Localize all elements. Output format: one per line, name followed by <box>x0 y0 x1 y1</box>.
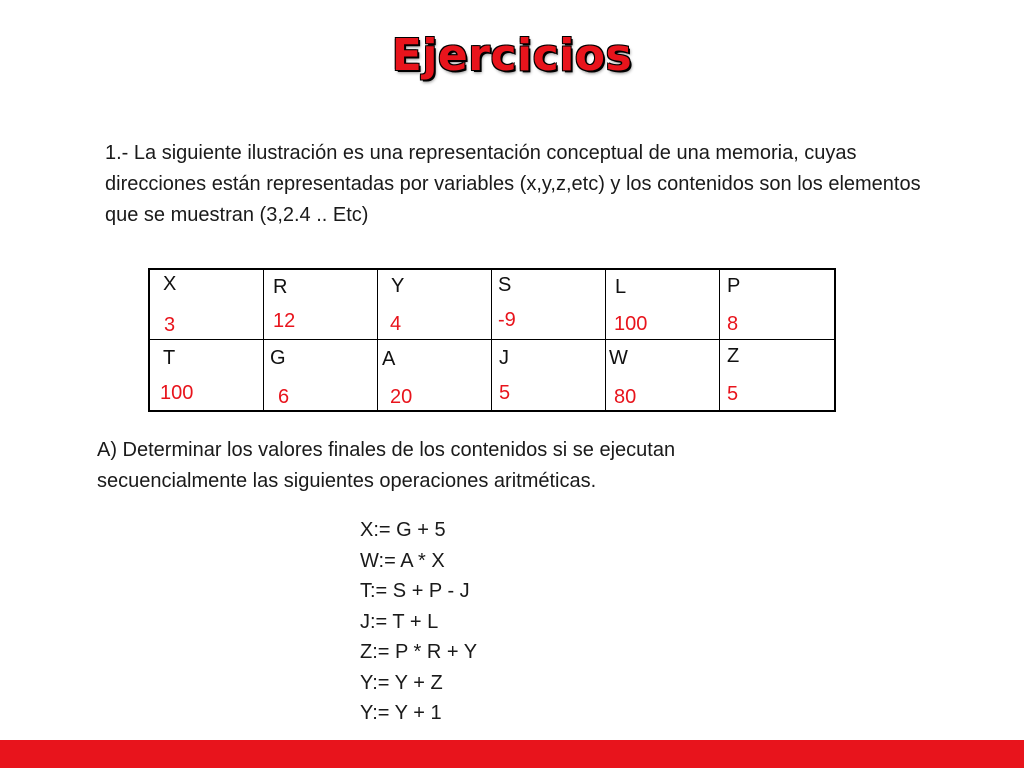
cell-value: 12 <box>273 310 296 332</box>
cell-variable: Y <box>391 275 405 297</box>
intro-paragraph: 1.- La siguiente ilustración es una representación conceptual de una memoria, cuyas direcciones están representadas por variables (x,y,z,etc) y los contenidos son los elementos que se muestran (3,2.4 .. Etc) <box>105 142 921 226</box>
cell-variable: J <box>499 347 509 369</box>
cell-variable: X <box>163 273 177 295</box>
cell-value: 3 <box>164 314 176 336</box>
memory-cell <box>606 270 720 340</box>
memory-table <box>148 268 836 412</box>
footer-bar <box>0 740 1024 768</box>
operation-line: Y:= Y + Z <box>360 671 443 694</box>
cell-value: 5 <box>499 382 511 404</box>
cell-variable: A <box>382 348 396 370</box>
memory-cell <box>264 270 378 340</box>
cell-variable: R <box>273 276 288 298</box>
operation-line: X:= G + 5 <box>360 519 446 541</box>
operation-line: J:= T + L <box>360 610 439 633</box>
slide-title: Ejercicios <box>391 30 633 81</box>
cell-value: 4 <box>390 313 402 335</box>
cell-value: 20 <box>390 386 413 408</box>
operations-list <box>360 515 477 729</box>
memory-cell <box>720 270 834 340</box>
cell-value: -9 <box>498 309 516 331</box>
memory-cell <box>492 340 606 410</box>
operation-line: T:= S + P - J <box>360 580 470 602</box>
memory-cell <box>378 270 492 340</box>
cell-variable: W <box>609 347 628 369</box>
memory-cell <box>492 270 606 340</box>
operation-line: Z:= P * R + Y <box>360 641 478 663</box>
cell-variable: Z <box>727 345 740 367</box>
cell-value: 100 <box>614 313 648 335</box>
cell-variable: T <box>163 347 176 369</box>
cell-value: 80 <box>614 386 637 408</box>
cell-variable: S <box>498 274 512 296</box>
cell-variable: P <box>727 275 741 297</box>
memory-cell <box>150 340 264 410</box>
question-paragraph: A) Determinar los valores finales de los contenidos si se ejecutan secuencialmente las siguientes operaciones aritméticas. <box>97 439 676 492</box>
cell-variable: G <box>270 347 286 369</box>
memory-cell <box>150 270 264 340</box>
memory-cell <box>264 340 378 410</box>
operation-line: Y:= Y + 1 <box>360 702 442 724</box>
memory-cell <box>606 340 720 410</box>
memory-cell <box>378 340 492 410</box>
cell-variable: L <box>615 276 627 298</box>
cell-value: 100 <box>160 382 194 404</box>
cell-value: 5 <box>727 383 739 405</box>
cell-value: 6 <box>278 386 290 408</box>
operation-line: W:= A * X <box>360 549 445 572</box>
cell-value: 8 <box>727 313 739 335</box>
memory-cell <box>720 340 834 410</box>
